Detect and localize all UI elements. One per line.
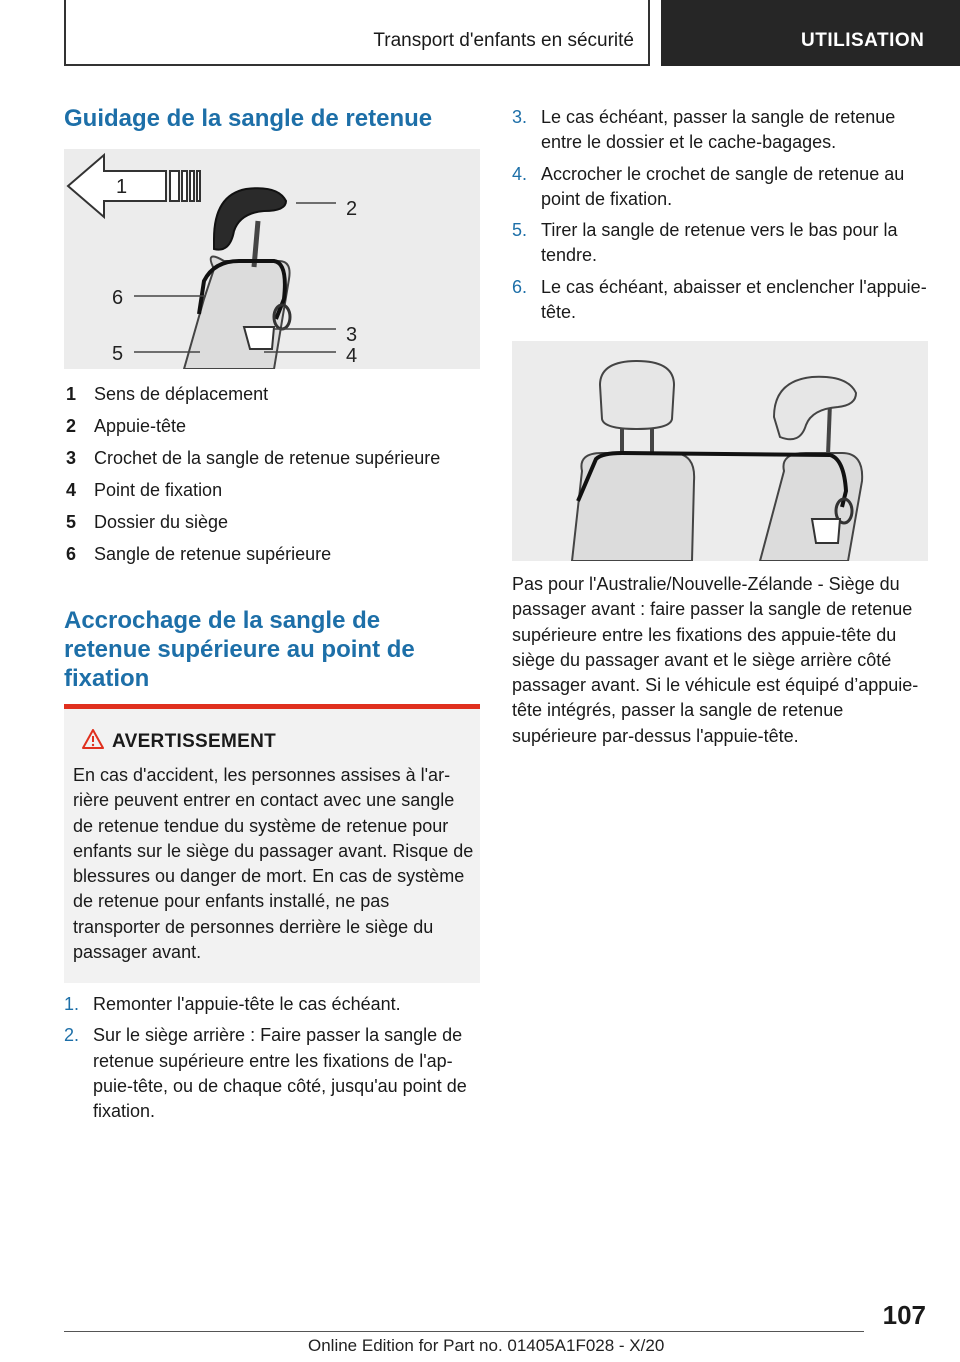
step-item bbox=[512, 162, 932, 213]
header-section-title: Transport d'enfants en sécurité bbox=[373, 30, 634, 51]
footer-divider bbox=[64, 1331, 864, 1332]
step-item bbox=[512, 275, 932, 326]
legend-text: Sens de déplacement bbox=[94, 384, 269, 404]
step-number: 6. bbox=[512, 276, 528, 297]
strap-routing-illustration bbox=[64, 149, 480, 369]
figure-front-seat-routing bbox=[512, 341, 928, 561]
arrow-bar-2 bbox=[182, 171, 187, 201]
legend-item bbox=[64, 508, 484, 540]
legend-number: 1 bbox=[66, 384, 77, 404]
step-text: Tirer la sangle de retenue vers le bas pour la tendre. bbox=[541, 220, 898, 266]
left-headrest bbox=[600, 361, 674, 429]
callout-5: 5 bbox=[112, 343, 124, 365]
section-title-line: retenue supérieure au point de bbox=[64, 636, 415, 663]
section-title-guidage: Guidage de la sangle de retenue bbox=[64, 105, 433, 132]
step-number: 3. bbox=[512, 107, 528, 127]
steps-list-right bbox=[512, 105, 932, 331]
anchor-point bbox=[244, 327, 274, 349]
figure-strap-routing bbox=[64, 149, 480, 369]
section-title-accrochage bbox=[64, 606, 415, 693]
legend-item bbox=[64, 412, 484, 444]
callout-2: 2 bbox=[346, 198, 358, 220]
legend-number: 6 bbox=[66, 544, 77, 564]
figure-legend bbox=[64, 380, 484, 572]
arrow-bar-4 bbox=[197, 171, 200, 201]
callout-6: 6 bbox=[112, 287, 124, 309]
callout-3: 3 bbox=[346, 324, 358, 346]
header-chapter-label: UTILISATION bbox=[801, 30, 925, 51]
legend-text: Crochet de la sangle de retenue supérieure bbox=[94, 448, 441, 468]
warning-box bbox=[64, 709, 480, 983]
legend-text: Dossier du siège bbox=[94, 512, 229, 532]
footer-edition: Online Edition for Part no. 01405A1F028 - X/20 bbox=[308, 1336, 665, 1355]
step-text: Accrocher le crochet de sangle de retenue au point de fixation. bbox=[541, 163, 905, 209]
step-item bbox=[64, 1023, 480, 1124]
step-text: Remonter l'appuie-tête le cas échéant. bbox=[93, 994, 401, 1014]
step-item bbox=[512, 218, 932, 269]
headrest bbox=[214, 188, 286, 249]
header-chapter-tab[interactable] bbox=[661, 0, 960, 66]
arrow-bar-3 bbox=[190, 171, 194, 201]
step-text: Sur le siège arrière : Faire passer la sangle de retenue supérieure entre les fixations de l'appuie-tête, ou de chaque côté, jusqu'au point de fixation. bbox=[93, 1025, 467, 1122]
legend-item bbox=[64, 444, 484, 476]
legend-number: 2 bbox=[66, 416, 77, 436]
callout-4: 4 bbox=[346, 345, 358, 367]
legend-text: Appuie-tête bbox=[94, 416, 187, 436]
step-item bbox=[512, 105, 932, 156]
step-item bbox=[64, 992, 480, 1017]
section-title-line: fixation bbox=[64, 665, 150, 692]
right-seat-back bbox=[760, 453, 862, 561]
section-title-line: Accrochage de la sangle de bbox=[64, 607, 381, 634]
step-number: 1. bbox=[64, 994, 80, 1014]
legend-text: Point de fixation bbox=[94, 480, 223, 500]
page-number: 107 bbox=[882, 1300, 926, 1330]
legend-number: 5 bbox=[66, 512, 77, 532]
right-headrest bbox=[774, 377, 856, 439]
callout-1: 1 bbox=[116, 176, 128, 198]
front-seat-routing-illustration bbox=[512, 341, 928, 561]
warning-title: AVERTISSEMENT bbox=[112, 731, 277, 752]
step-number: 2. bbox=[64, 1025, 80, 1046]
steps-list-left bbox=[64, 992, 480, 1130]
step-number: 5. bbox=[512, 220, 528, 241]
legend-item bbox=[64, 380, 484, 412]
step-text: Le cas échéant, abaisser et enclencher l'appuie-tête. bbox=[541, 276, 927, 323]
legend-number: 4 bbox=[66, 480, 77, 500]
step-text: Le cas échéant, passer la sangle de retenue entre le dossier et le cache-bagages. bbox=[541, 107, 896, 153]
note-paragraph: Pas pour l'Australie/Nouvelle-Zélande - Siège du passager avant : faire passer la sangle de retenue supérieure entre les fixations des appuie-tête du siège du passager avant et le siège arrière côté passager avant. Si le véhicule est équipé d’appuie-tête intégrés, passer la sangle de retenue supérieure par-dessus l'appuie-tête. bbox=[512, 574, 919, 746]
warning-triangle-icon bbox=[82, 729, 104, 749]
anchor-point bbox=[812, 519, 840, 543]
step-number: 4. bbox=[512, 163, 528, 184]
right-headrest-post bbox=[828, 403, 830, 455]
arrow-bar-1 bbox=[170, 171, 179, 201]
warning-body: En cas d'accident, les personnes assises à l'arrière peuvent entrer en contact avec une sangle de retenue tendue du système de retenue pour enfants sur le siège du passager avant. Risque de blessures ou danger de mort. En cas de système de retenue pour enfants installé, ne pas transporter de personnes derrière le siège du passager avant. bbox=[73, 765, 474, 963]
legend-item bbox=[64, 540, 484, 572]
header-frame bbox=[64, 0, 650, 66]
legend-item bbox=[64, 476, 484, 508]
legend-text: Sangle de retenue supérieure bbox=[94, 544, 332, 564]
legend-number: 3 bbox=[66, 448, 77, 468]
